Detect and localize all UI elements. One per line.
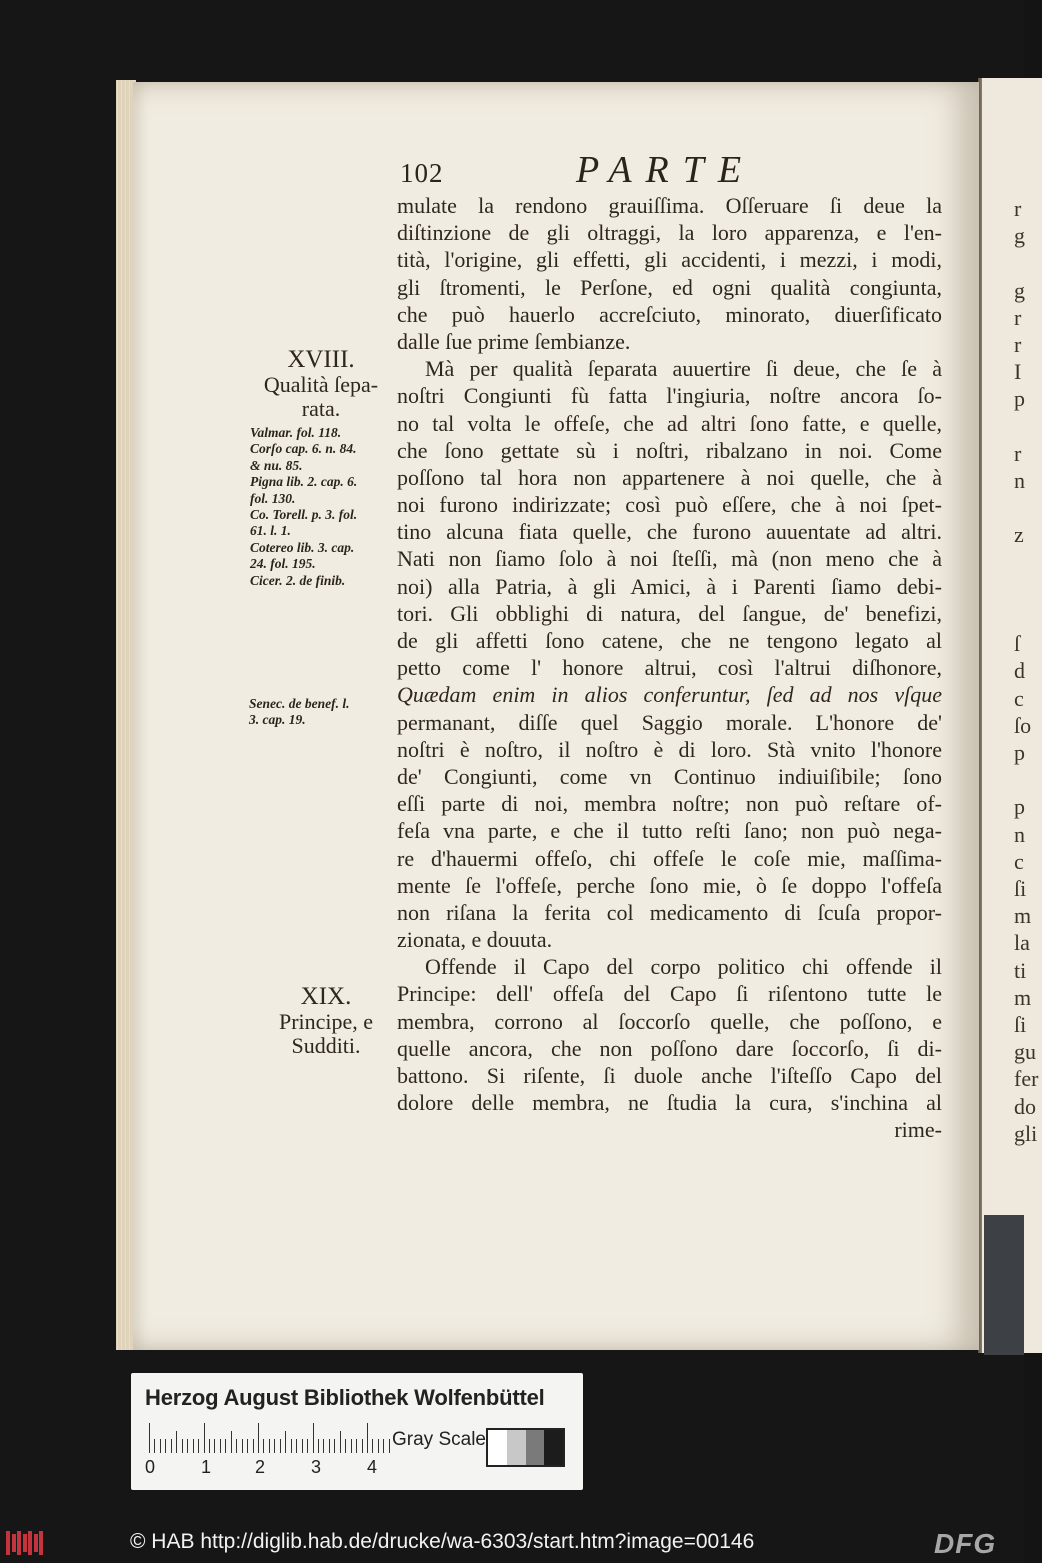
next-page-fragment: m xyxy=(1014,903,1032,929)
ruler-tick xyxy=(307,1439,308,1453)
next-page-cover-strip xyxy=(984,1215,1024,1355)
next-page-fragment: z xyxy=(1014,522,1024,548)
text-line: dolore delle membra, ne ſtudia la cura, s'inchina al xyxy=(397,1090,942,1116)
body-text xyxy=(397,192,942,1144)
text-line: noi) alla Patria, à gli Amici, à i Parenti ſiamo debi- xyxy=(397,573,942,599)
text-line: noi furono indirizzate; così può eſſere, che à noi ſpet- xyxy=(397,492,942,518)
text-line: mulate la rendono grauiſſima. Oſſeruare ſi deue la xyxy=(397,193,942,218)
citation: 61. l. 1. xyxy=(250,523,291,539)
citation: Senec. de benef. l. xyxy=(249,696,350,711)
citation: Corſo cap. 6. n. 84. xyxy=(250,441,357,457)
text-line: petto come l' honore altrui, così l'altrui diſhonore, xyxy=(397,655,942,681)
text-line: dalle ſue prime ſembianze. xyxy=(397,328,631,354)
running-head: PARTE xyxy=(576,149,756,191)
next-page-fragment: n xyxy=(1014,821,1025,847)
text-line: re d'hauermi offeſo, chi offeſe le coſe mie, maſſima- xyxy=(397,845,942,871)
section-title-line: rata. xyxy=(301,396,341,421)
dfg-logo: DFG xyxy=(934,1528,997,1559)
ruler-tick xyxy=(356,1439,357,1453)
next-page-fragment: g xyxy=(1014,223,1025,249)
ruler-tick xyxy=(269,1439,270,1453)
next-page-fragment: d xyxy=(1014,658,1025,684)
section-number: XVIII. xyxy=(287,346,355,373)
ruler-tick xyxy=(378,1439,379,1453)
citation-list xyxy=(246,425,396,589)
text-line: tino alcuna fiata quelle, che furono auuentate ad altri. xyxy=(397,519,942,545)
next-page-fragment: n xyxy=(1014,468,1025,493)
text-line: zionata, e douuta. xyxy=(397,927,553,953)
text-line: non riſana la ferita col medicamento di ſcuſa propor- xyxy=(397,899,942,925)
ruler-tick xyxy=(214,1439,215,1453)
ruler-tick xyxy=(313,1423,314,1453)
citation: Co. Torell. p. 3. fol. xyxy=(250,507,358,523)
citation: Valmar. fol. 118. xyxy=(250,425,342,440)
gray-patch xyxy=(488,1430,507,1465)
margin-note-xix xyxy=(246,983,406,1058)
ruler-tick xyxy=(345,1439,346,1453)
next-page-fragment: la xyxy=(1014,930,1030,956)
ruler-tick xyxy=(280,1439,281,1453)
ruler-tick xyxy=(220,1439,221,1453)
copyright-url[interactable]: © HAB http://diglib.hab.de/drucke/wa-6303/start.htm?image=00146 xyxy=(130,1530,755,1553)
margin-note-xviii xyxy=(246,346,396,589)
ruler-number: 0 xyxy=(145,1457,156,1477)
next-page-fragment: p xyxy=(1014,386,1025,412)
text-line: che può hauerlo accreſciuto, minorato, diuerſificato xyxy=(397,301,942,327)
next-page-fragment: ſo xyxy=(1014,712,1032,738)
ruler-tick xyxy=(225,1439,226,1453)
ruler-tick xyxy=(231,1431,232,1453)
ruler-tick xyxy=(171,1439,172,1453)
ruler-tick xyxy=(247,1439,248,1453)
text-line: tità, l'origine, gli effetti, gli accidenti, i mezzi, i modi, xyxy=(397,247,942,273)
card-title: Herzog August Bibliothek Wolfenbüttel xyxy=(145,1385,545,1410)
ruler-tick xyxy=(187,1439,188,1453)
ruler-tick xyxy=(263,1439,264,1453)
next-page-fragment: ſi xyxy=(1014,1012,1027,1037)
section-title-line: Qualità ſepa- xyxy=(263,372,379,397)
next-page-fragment: p xyxy=(1014,794,1025,820)
section-title-line: Sudditi. xyxy=(291,1033,361,1058)
logo-bar xyxy=(6,1531,10,1555)
color-reference-card xyxy=(131,1373,583,1490)
ruler xyxy=(149,1423,374,1453)
next-page-fragment: g xyxy=(1014,277,1025,303)
text-line: Quædam enim in alios conferuntur, ſed ad nos vſque xyxy=(397,682,942,708)
ruler-tick xyxy=(351,1439,352,1453)
text-line: permanant, diſſe quel Saggio morale. L'honore de' xyxy=(397,709,942,735)
text-line: Principe: dell' offeſa del Capo ſi riſentono tutte le xyxy=(397,981,942,1007)
text-line: de gli affetti ſono catene, che ne tengono legato al xyxy=(397,628,942,653)
ruler-number: 4 xyxy=(367,1457,378,1477)
citation: Cotereo lib. 3. cap. xyxy=(250,539,355,555)
text-line: noſtri Congiunti fù fatta l'ingiuria, noſtre ancora ſo- xyxy=(397,383,942,409)
next-page-fragment: c xyxy=(1014,685,1024,711)
citation: Pigna lib. 2. cap. 6. xyxy=(250,474,358,490)
ruler-number: 2 xyxy=(255,1457,266,1477)
citation: Cicer. 2. de finib. xyxy=(250,572,346,588)
citation: 3. cap. 19. xyxy=(249,712,306,728)
text-line: mente ſe l'offeſe, perche ſono mie, ò ſe doppo l'offeſa xyxy=(397,872,942,898)
gray-scale-label: Gray Scale xyxy=(392,1429,486,1450)
text-line: Mà per qualità ſeparata auuertire ſi deue, che ſe à xyxy=(425,356,942,382)
next-page-fragment: r xyxy=(1014,332,1022,357)
text-line: feſa vna parte, e che il tutto reſti ſano; non può nega- xyxy=(397,818,942,844)
gray-patch xyxy=(507,1430,526,1465)
next-page-fragment: r xyxy=(1014,196,1022,221)
next-page-fragment: p xyxy=(1014,740,1025,765)
gray-scale-swatch xyxy=(486,1428,565,1467)
text-line: de' Congiunti, come vn Continuo indiuiſibile; ſono xyxy=(397,763,942,789)
ruler-tick xyxy=(329,1439,330,1453)
text-line: poſſono tal hora non appartenere à noi quelle, che à xyxy=(397,464,942,490)
ruler-tick xyxy=(204,1423,205,1453)
margin-note-seneca xyxy=(249,696,399,729)
ruler-tick xyxy=(302,1439,303,1453)
ruler-tick xyxy=(372,1439,373,1453)
ruler-tick xyxy=(160,1439,161,1453)
text-line: noſtri è noſtro, il noſtro è di loro. Stà vnito l'honore xyxy=(397,736,942,762)
text-line: Offende il Capo del corpo politico chi offende il xyxy=(425,954,942,980)
next-page-fragment: gli xyxy=(1014,1120,1038,1146)
logo-bar xyxy=(34,1534,38,1552)
logo-bar xyxy=(39,1531,43,1555)
gray-patch xyxy=(526,1430,545,1465)
text-line: battono. Si riſente, ſi duole anche l'iſteſſo Capo del xyxy=(397,1063,942,1088)
next-page-fragment: gu xyxy=(1014,1039,1036,1065)
ruler-tick xyxy=(367,1423,368,1453)
logo-bar xyxy=(28,1531,32,1555)
text-line: Nati non ſiamo ſolo à noi ſteſſi, mà (non meno che à xyxy=(397,546,942,572)
ruler-tick xyxy=(318,1439,319,1453)
next-page-fragment: fer xyxy=(1014,1066,1039,1092)
ruler-tick xyxy=(274,1439,275,1453)
section-title-line: Principe, e xyxy=(278,1009,374,1034)
text-line: tori. Gli obblighi di natura, del ſangue, de' benefizi, xyxy=(397,600,942,626)
ruler-tick xyxy=(258,1423,259,1453)
ruler-tick xyxy=(236,1439,237,1453)
next-page-fragment: r xyxy=(1014,440,1022,466)
footer-bar xyxy=(0,1523,1024,1563)
ruler-tick xyxy=(296,1439,297,1453)
next-page-fragment: ſ xyxy=(1014,631,1021,657)
ruler-number: 1 xyxy=(201,1457,212,1477)
citation: fol. 130. xyxy=(250,490,296,506)
ruler-tick xyxy=(242,1439,243,1453)
ruler-tick xyxy=(154,1439,155,1453)
ruler-tick xyxy=(334,1439,335,1453)
text-line: gli ſtromenti, le Perſone, ed ogni qualità congiunta, xyxy=(397,274,942,300)
text-line: che ſono gettate sù i noſtri, ribalzano in noi. Come xyxy=(397,437,942,463)
citation: & nu. 85. xyxy=(250,457,303,473)
ruler-tick xyxy=(182,1439,183,1453)
ruler-tick xyxy=(383,1439,384,1453)
ruler-tick xyxy=(362,1439,363,1453)
ruler-tick xyxy=(340,1431,341,1453)
next-page-fragment: ſi xyxy=(1014,876,1027,901)
ruler-tick xyxy=(285,1431,286,1453)
hab-logo-icon xyxy=(6,1531,46,1555)
gray-patch xyxy=(544,1430,563,1465)
page-number: 102 xyxy=(400,158,444,188)
ruler-tick xyxy=(253,1439,254,1453)
text-line: diſtinzione de gli oltraggi, la loro apparenza, e l'en- xyxy=(397,220,942,246)
ruler-tick xyxy=(291,1439,292,1453)
section-number: XIX. xyxy=(300,983,352,1010)
ruler-tick xyxy=(323,1439,324,1453)
ruler-tick xyxy=(149,1423,150,1453)
text-line: quelle ancora, che non poſſono dare ſoccorſo, ſi di- xyxy=(397,1035,942,1061)
text-line: no tal volta le offeſe, che ad altri ſono fatte, e quelle, xyxy=(397,410,942,436)
ruler-tick xyxy=(209,1439,210,1453)
ruler-tick xyxy=(389,1439,390,1453)
next-page-fragment: I xyxy=(1014,359,1022,385)
citation: 24. fol. 195. xyxy=(250,556,316,572)
ruler-tick xyxy=(165,1439,166,1453)
next-page-fragment: m xyxy=(1014,984,1032,1010)
text-line: eſſi parte di noi, membra noſtre; non può reſtare of- xyxy=(397,791,942,817)
ruler-tick xyxy=(198,1439,199,1453)
text-line: membra, corrono al ſoccorſo quelle, che poſſono, e xyxy=(397,1008,942,1034)
logo-bar xyxy=(23,1534,27,1552)
next-page-fragment: ti xyxy=(1014,957,1027,983)
next-page-fragment: c xyxy=(1014,848,1024,874)
ruler-tick xyxy=(176,1431,177,1453)
ruler-tick xyxy=(193,1439,194,1453)
logo-bar xyxy=(17,1531,21,1555)
logo-bar xyxy=(12,1534,16,1552)
next-page-fragment: r xyxy=(1014,304,1022,330)
next-page-fragment: do xyxy=(1014,1093,1036,1119)
ruler-number: 3 xyxy=(311,1457,322,1477)
text-line: rime- xyxy=(894,1117,942,1143)
